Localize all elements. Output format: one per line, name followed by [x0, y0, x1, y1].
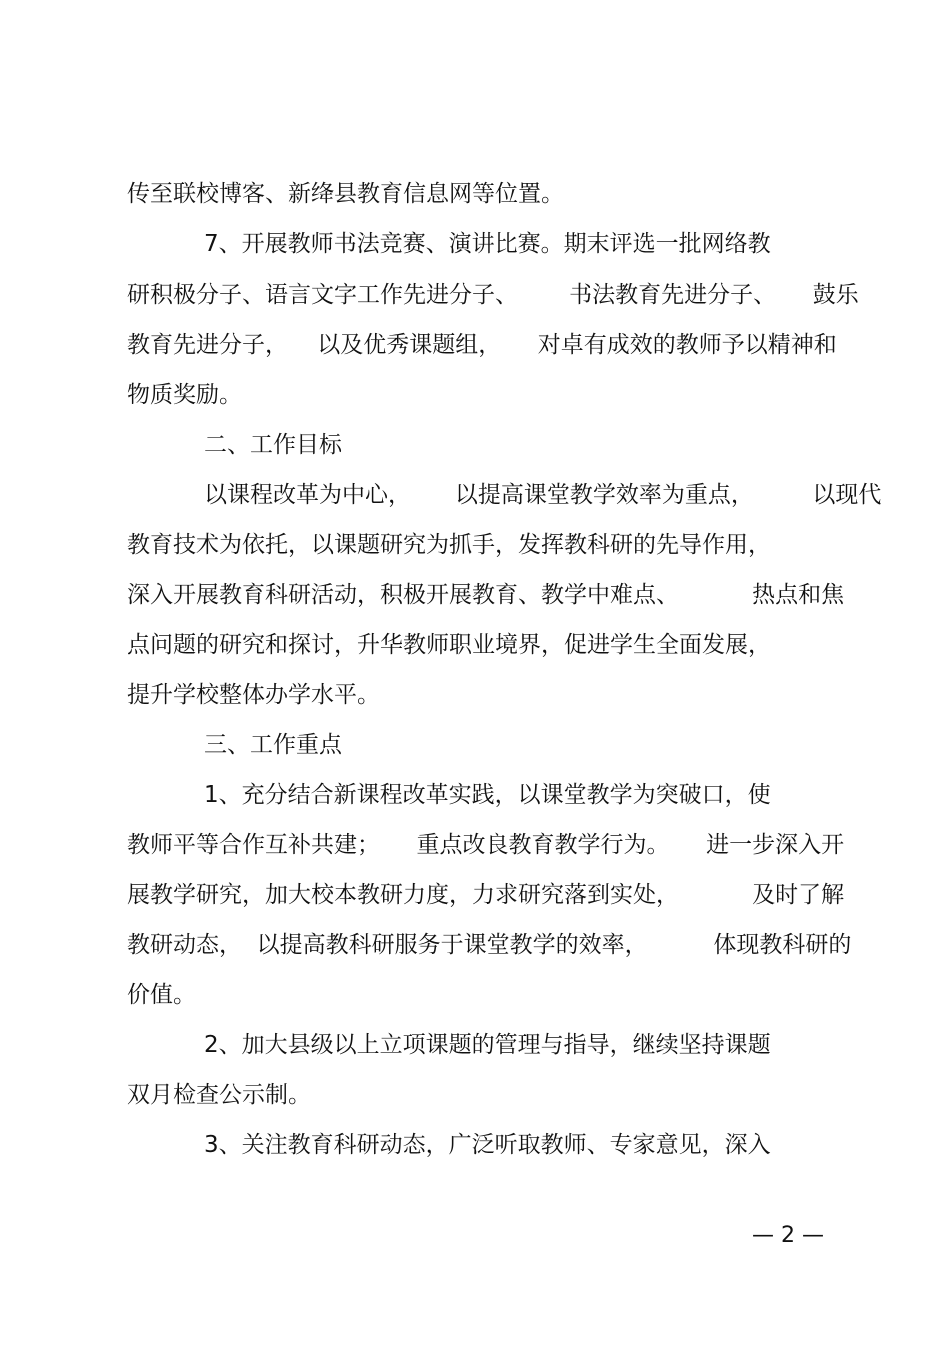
paragraph-line: 点问题的研究和探讨，升华教师职业境界，促进学生全面发展， — [127, 632, 771, 658]
paragraph-line: 深入开展教育科研活动，积极开展教育、教学中难点、 热点和焦 — [127, 582, 845, 608]
section-heading: 三、工作重点 — [204, 732, 342, 758]
paragraph-line: 研积极分子、语言文字工作先进分子、 书法教育先进分子、 鼓乐 — [127, 282, 859, 308]
paragraph-line: 1、充分结合新课程改革实践，以课堂教学为突破口，使 — [204, 782, 771, 808]
paragraph-line: 传至联校博客、新绛县教育信息网等位置。 — [127, 181, 564, 207]
paragraph-line: 2、加大县级以上立项课题的管理与指导，继续坚持课题 — [204, 1032, 771, 1058]
section-heading: 二、工作目标 — [204, 432, 342, 458]
paragraph-line: 以课程改革为中心， 以提高课堂教学效率为重点， 以现代 — [204, 482, 882, 508]
paragraph-line: 3、关注教育科研动态，广泛听取教师、专家意见，深入 — [204, 1132, 771, 1158]
paragraph-line: 教研动态， 以提高教科研服务于课堂教学的效率， 体现教科研的 — [127, 932, 852, 958]
page-number: — 2 — — [752, 1223, 824, 1248]
paragraph-line: 价值。 — [127, 982, 196, 1008]
paragraph-line: 教育先进分子， 以及优秀课题组， 对卓有成效的教师予以精神和 — [127, 332, 837, 358]
paragraph-line: 双月检查公示制。 — [127, 1082, 311, 1108]
paragraph-line: 7、开展教师书法竞赛、演讲比赛。期末评选一批网络教 — [204, 231, 771, 257]
paragraph-line: 教育技术为依托，以课题研究为抓手，发挥教科研的先导作用， — [127, 532, 771, 558]
paragraph-line: 提升学校整体办学水平。 — [127, 682, 380, 708]
paragraph-line: 物质奖励。 — [127, 382, 242, 408]
paragraph-line: 展教学研究，加大校本教研力度，力求研究落到实处， 及时了解 — [127, 882, 845, 908]
paragraph-line: 教师平等合作互补共建； 重点改良教育教学行为。 进一步深入开 — [127, 832, 845, 858]
